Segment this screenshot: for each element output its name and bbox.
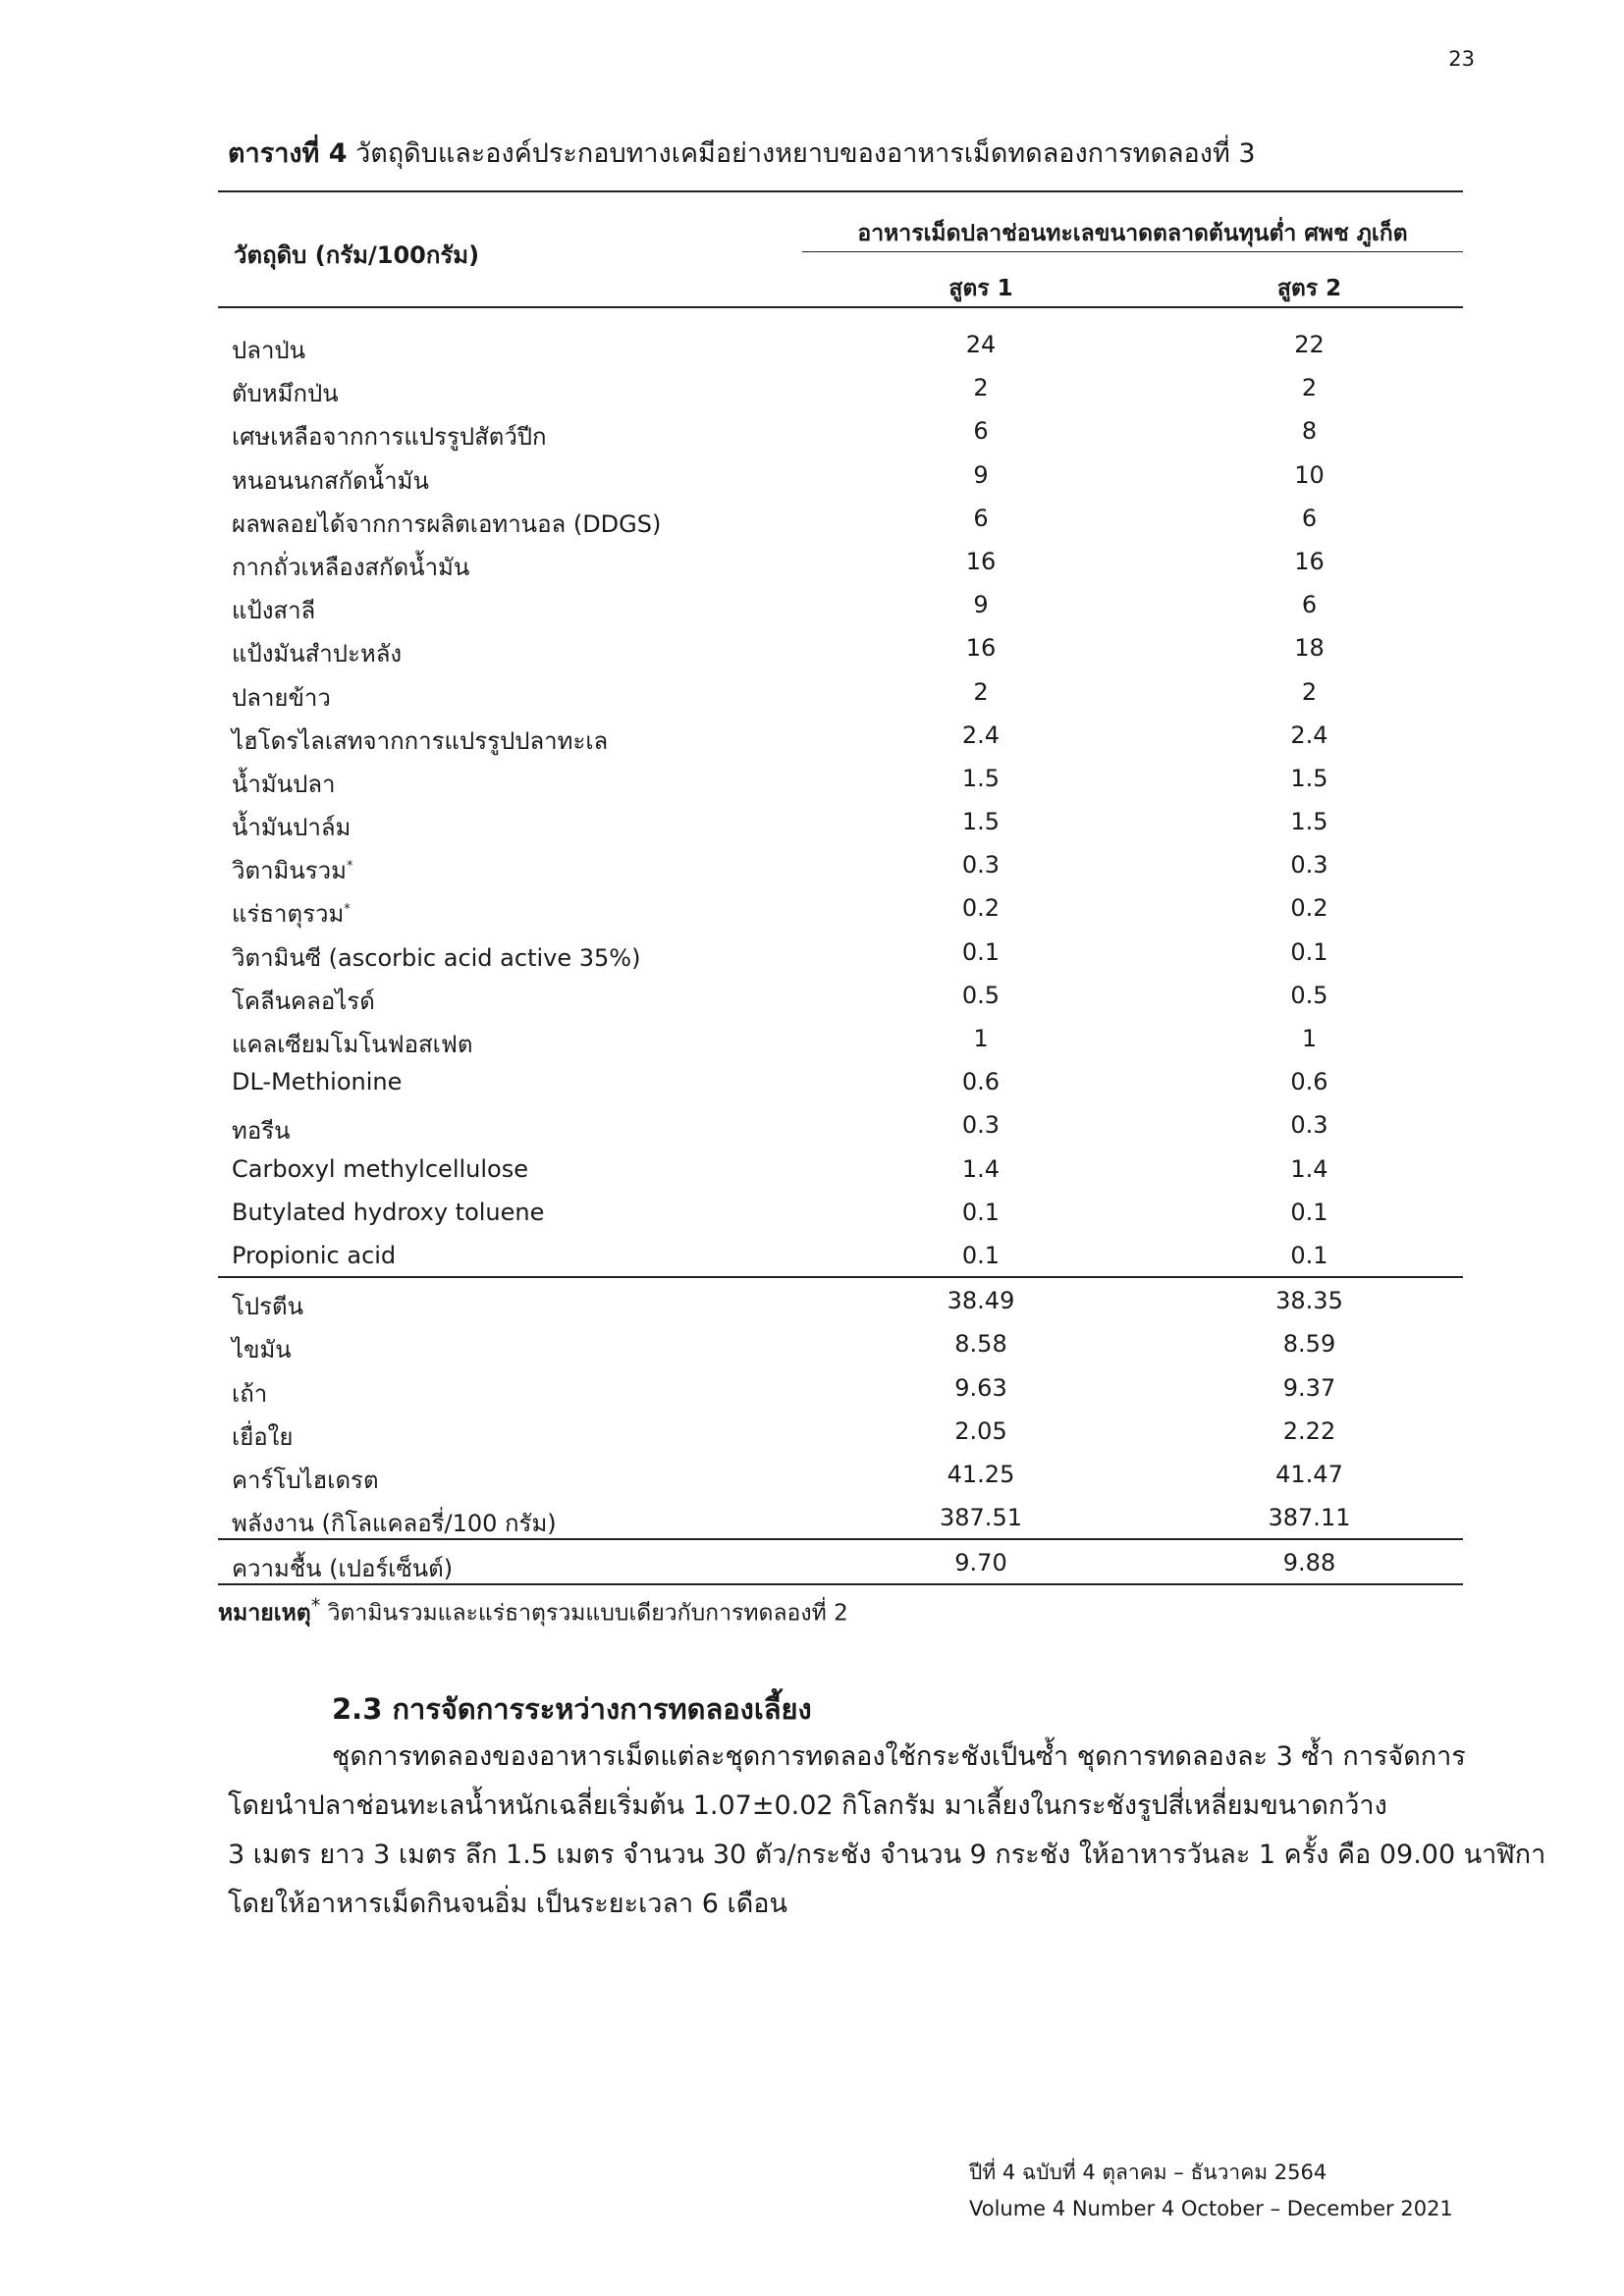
- row-value-formula-1: 9.63: [954, 1373, 1007, 1402]
- row-name: กากถั่วเหลืองสกัดน้ำมัน: [232, 553, 470, 581]
- footer-thai: ปีที่ 4 ฉบับที่ 4 ตุลาคม – ธันวาคม 2564: [969, 2161, 1327, 2184]
- row-name: เศษเหลือจากการแปรรูปสัตว์ปีก: [232, 423, 547, 452]
- row-value-formula-2: 10: [1294, 460, 1325, 489]
- row-value-formula-2: 38.35: [1275, 1287, 1343, 1315]
- table-row: [218, 1495, 1463, 1538]
- row-name: ปลายข้าว: [232, 683, 331, 712]
- row-value-formula-1: 0.2: [961, 894, 1001, 923]
- row-value-formula-1: 24: [965, 331, 997, 358]
- table-row: [218, 973, 1463, 1016]
- row-value-formula-2: 1.5: [1290, 764, 1328, 792]
- row-name: โปรตีน: [232, 1293, 304, 1321]
- row-value-formula-1: 0.1: [961, 1198, 1001, 1226]
- row-value-formula-2: 1.5: [1290, 808, 1328, 836]
- table-row: [218, 365, 1463, 408]
- row-value-formula-2: 6: [1301, 504, 1318, 532]
- row-name: หนอนนกสกัดน้ำมัน: [232, 466, 429, 495]
- row-value-formula-1: 2: [973, 677, 989, 706]
- row-value-formula-2: 8: [1301, 417, 1318, 446]
- row-value-formula-1: 1.5: [961, 808, 1001, 836]
- paragraph-line: ชุดการทดลองของอาหารเม็ดแต่ละชุดการทดลองใช้กระชังเป็นซ้ำ ชุดการทดลองละ 3 ซ้ำ การจัดการ: [332, 1741, 1466, 1772]
- table-row: [218, 1102, 1463, 1146]
- row-value-formula-2: 0.1: [1290, 1198, 1328, 1226]
- row-value-formula-1: 6: [973, 417, 989, 446]
- table-row: [218, 1452, 1463, 1495]
- note-label: หมายเหตุ: [218, 1600, 311, 1627]
- row-value-formula-2: 2: [1301, 677, 1318, 706]
- row-value-formula-1: 9: [973, 591, 989, 619]
- table-row: [218, 930, 1463, 973]
- table-row: [218, 713, 1463, 756]
- table-row: [218, 1321, 1463, 1364]
- row-name: วิตามินรวม*: [232, 857, 353, 885]
- row-name: ปลาป่น: [232, 337, 306, 364]
- table-note: [218, 1594, 848, 1631]
- table-row: [218, 1278, 1463, 1321]
- table-row: [218, 582, 1463, 625]
- column-header-formula-2: สูตร 2: [1276, 276, 1342, 301]
- row-value-formula-1: 0.5: [961, 981, 1001, 1009]
- row-value-formula-1: 6: [973, 504, 989, 532]
- table-row: [218, 1540, 1463, 1583]
- row-value-formula-1: 2: [973, 374, 989, 402]
- row-value-formula-2: 8.59: [1282, 1330, 1336, 1359]
- row-value-formula-2: 9.37: [1282, 1373, 1336, 1402]
- row-value-formula-2: 0.1: [1290, 937, 1328, 966]
- table-header: [218, 192, 1463, 308]
- table-row: [218, 885, 1463, 929]
- row-value-formula-2: 0.3: [1290, 1111, 1328, 1140]
- note-text: วิตามินรวมและแร่ธาตุรวมแบบเดียวกับการทดลองที่ 2: [320, 1600, 848, 1627]
- table-row: [218, 799, 1463, 842]
- row-value-formula-1: 9.70: [954, 1549, 1007, 1577]
- column-header-formula-1: สูตร 1: [948, 276, 1013, 301]
- row-value-formula-2: 22: [1294, 331, 1325, 358]
- row-value-formula-2: 2: [1301, 374, 1318, 402]
- table-row: [218, 1233, 1463, 1276]
- row-name: พลังงาน (กิโลแคลอรี่/100 กรัม): [232, 1510, 557, 1538]
- row-value-formula-2: 2.4: [1290, 721, 1328, 749]
- paragraph-line: โดยนำปลาช่อนทะเลน้ำหนักเฉลี่ยเริ่มต้น 1.07±0.02 กิโลกรัม มาเลี้ยงในกระชังรูปสี่เหลี่ยมขนาดกว้าง: [228, 1790, 1387, 1821]
- row-value-formula-1: 0.3: [961, 1111, 1001, 1140]
- row-name: DL-Methionine: [232, 1068, 403, 1096]
- row-name: ตับหมึกป่น: [232, 380, 339, 408]
- row-value-formula-1: 2.05: [954, 1416, 1007, 1445]
- column-group-header: อาหารเม็ดปลาช่อนทะเลขนาดตลาดต้นทุนต่ำ ศพช ภูเก็ต: [857, 221, 1408, 246]
- row-name: น้ำมันปาล์ม: [232, 814, 352, 842]
- ingredients-section: [218, 322, 1463, 1276]
- row-value-formula-2: 0.6: [1290, 1068, 1328, 1096]
- page-number: 23: [1448, 47, 1475, 71]
- table-row: [218, 453, 1463, 496]
- section-paragraph: [228, 1733, 1546, 1929]
- row-value-formula-1: 41.25: [947, 1460, 1015, 1488]
- row-value-formula-2: 6: [1301, 591, 1318, 619]
- row-value-formula-1: 1.5: [961, 764, 1001, 792]
- paragraph-line: โดยให้อาหารเม็ดกินจนอิ่ม เป็นระยะเวลา 6 เดือน: [228, 1889, 787, 1919]
- table-row: [218, 408, 1463, 452]
- row-name: ผลพลอยได้จากการผลิตเอทานอล (DDGS): [232, 509, 662, 538]
- row-value-formula-2: 1: [1301, 1025, 1318, 1052]
- row-name: คาร์โบไฮเดรต: [232, 1466, 379, 1494]
- row-value-formula-1: 387.51: [940, 1504, 1022, 1532]
- table-row: [218, 1365, 1463, 1409]
- paragraph-line: 3 เมตร ยาว 3 เมตร ลึก 1.5 เมตร จำนวน 30 ตัว/กระชัง จำนวน 9 กระชัง ให้อาหารวันละ 1 ครั้ง คือ 09.00 นาฬิกา: [228, 1840, 1546, 1870]
- table-row: [218, 539, 1463, 582]
- row-value-formula-2: 387.11: [1268, 1504, 1351, 1532]
- table-row: [218, 756, 1463, 799]
- row-name: แคลเซียมโมโนฟอสเฟต: [232, 1031, 473, 1058]
- note-marker: *: [310, 1594, 321, 1617]
- ingredient-table: [218, 190, 1463, 1585]
- row-value-formula-1: 38.49: [947, 1287, 1015, 1315]
- row-name: เยื่อใย: [232, 1422, 294, 1451]
- footer-english: Volume 4 Number 4 October – December 2021: [969, 2197, 1453, 2220]
- table-row: [218, 1147, 1463, 1190]
- table-row: [218, 1016, 1463, 1059]
- row-name: ทอรีน: [232, 1117, 291, 1146]
- row-name: โคลีนคลอไรด์: [232, 987, 375, 1015]
- row-value-formula-1: 1: [973, 1025, 989, 1052]
- row-value-formula-2: 1.4: [1290, 1154, 1328, 1183]
- row-name: น้ำมันปลา: [232, 770, 336, 798]
- row-value-formula-1: 8.58: [954, 1330, 1007, 1359]
- row-value-formula-2: 2.22: [1282, 1416, 1336, 1445]
- row-value-formula-1: 1.4: [961, 1154, 1001, 1183]
- table-row: [218, 1190, 1463, 1233]
- table-row: [218, 1409, 1463, 1452]
- footnote-marker: *: [346, 859, 353, 875]
- row-value-formula-2: 0.2: [1290, 894, 1328, 923]
- row-value-formula-2: 0.1: [1290, 1241, 1328, 1269]
- table-row: [218, 1059, 1463, 1102]
- section-title: 2.3 การจัดการระหว่างการทดลองเลี้ยง: [332, 1692, 812, 1726]
- table-row: [218, 625, 1463, 668]
- row-value-formula-2: 16: [1294, 547, 1325, 575]
- row-value-formula-2: 0.3: [1290, 851, 1328, 880]
- table-row: [218, 496, 1463, 539]
- row-name: ความชื้น (เปอร์เซ็นต์): [232, 1555, 454, 1583]
- row-value-formula-2: 9.88: [1282, 1549, 1336, 1577]
- row-value-formula-1: 0.1: [961, 937, 1001, 966]
- row-value-formula-2: 18: [1294, 634, 1325, 663]
- row-value-formula-2: 41.47: [1275, 1460, 1343, 1488]
- table-row: [218, 669, 1463, 713]
- row-name: วิตามินซี (ascorbic acid active 35%): [232, 943, 641, 972]
- composition-section: [218, 1278, 1463, 1538]
- footnote-marker: *: [344, 902, 351, 918]
- row-name: ไฮโดรไลเสทจากการแปรรูปปลาทะเล: [232, 726, 609, 755]
- row-value-formula-1: 0.1: [961, 1241, 1001, 1269]
- table-caption: [228, 132, 1256, 174]
- row-name: Butylated hydroxy toluene: [232, 1198, 545, 1226]
- row-value-formula-1: 0.3: [961, 851, 1001, 880]
- row-name: เถ้า: [232, 1379, 268, 1408]
- table-caption-text: วัตถุดิบและองค์ประกอบทางเคมีอย่างหยาบของอาหารเม็ดทดลองการทดลองที่ 3: [355, 138, 1256, 169]
- table-caption-label: ตารางที่ 4: [228, 138, 348, 169]
- row-name: Propionic acid: [232, 1241, 397, 1269]
- row-value-formula-1: 9: [973, 460, 989, 489]
- row-name: แป้งมันสำปะหลัง: [232, 640, 403, 668]
- row-value-formula-1: 2.4: [961, 721, 1001, 749]
- row-value-formula-1: 16: [965, 547, 997, 575]
- row-value-formula-2: 0.5: [1290, 981, 1328, 1009]
- row-value-formula-1: 0.6: [961, 1068, 1001, 1096]
- row-value-formula-1: 16: [965, 634, 997, 663]
- row-name: แป้งสาลี: [232, 597, 316, 625]
- table-row: [218, 842, 1463, 885]
- column-header-ingredient: วัตถุดิบ (กรัม/100กรัม): [234, 241, 480, 269]
- row-name: ไขมัน: [232, 1336, 292, 1364]
- row-name: แร่ธาตุรวม*: [232, 900, 351, 929]
- table-row: [218, 322, 1463, 365]
- row-name: Carboxyl methylcellulose: [232, 1154, 528, 1183]
